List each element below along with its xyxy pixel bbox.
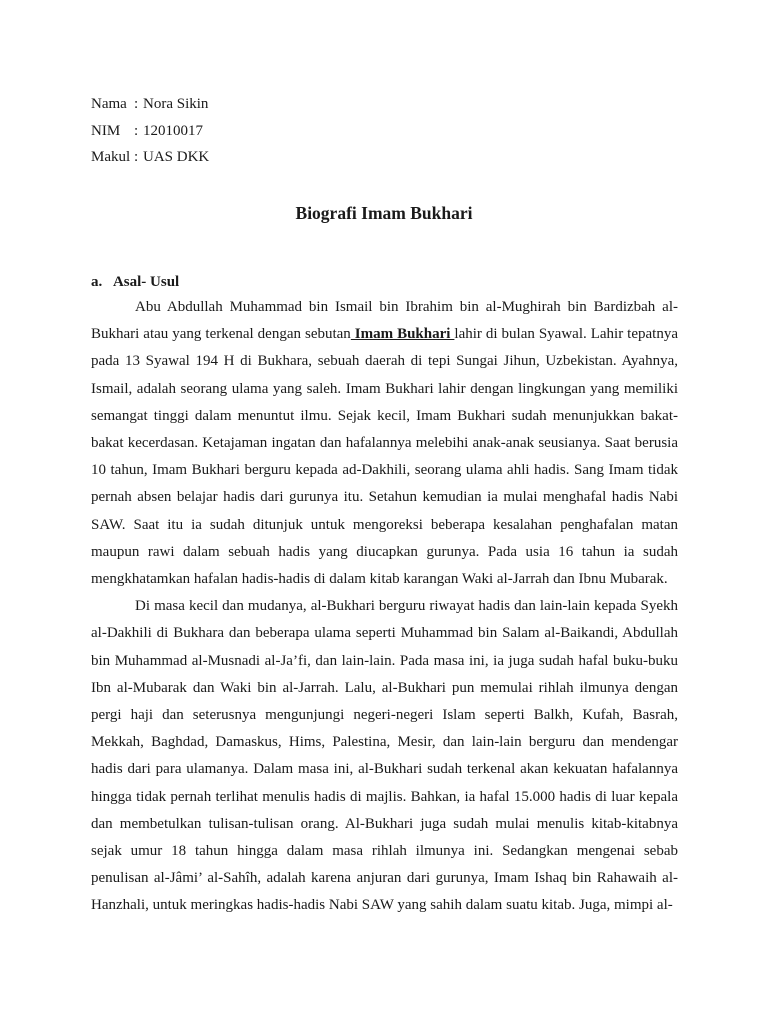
name-label: Nama: [91, 96, 127, 112]
name-value: Nora Sikin: [143, 96, 209, 112]
course-label: Makul: [91, 149, 131, 165]
paragraph-1: [91, 294, 678, 593]
nim-separator: :: [134, 122, 139, 139]
paragraph-1-part-2: lahir di bulan Syawal. Lahir tepatnya pada 13 Syawal 194 H di Bukhara, sebuah daerah di tepi Sungai Jihun, Uzbekistan. Ayahnya, Ismail, adalah seorang ulama yang saleh. Imam Bukhari lahir dengan lingkungan yang memiliki semangat tinggi dalam menuntut ilmu. Sejak kecil, Imam Bukhari sudah menunjukkan bakat-bakat kecerdasan. Ketajaman ingatan dan hafalannya melebihi anak-anak seusianya. Saat berusia 10 tahun, Imam Bukhari berguru kepada ad-Dakhili, seorang ulama ahli hadis. Sang Imam tidak pernah absen belajar hadis dari gurunya itu. Setahun kemudian ia mulai menghafal hadis Nabi SAW. Saat itu ia sudah ditunjuk untuk mengoreksi beberapa kesalahan penghafalan matan maupun rawi dalam sebuah hadis yang diucapkan gurunya. Pada usia 16 tahun ia sudah mengkhatamkan hafalan hadis-hadis di dalam kitab karangan Waki al-Jarrah dan Ibnu Mubarak.: [91, 326, 678, 588]
nim-value: 12010017: [143, 122, 203, 139]
paragraph-1-part-1: Abu Abdullah Muhammad bin Ismail bin Ibrahim bin al-Mughirah bin Bardizbah al-Bukhari atau yang terkenal dengan sebutan: [91, 299, 678, 343]
section-heading: [91, 269, 179, 295]
course-value: UAS DKK: [143, 149, 210, 165]
document-title: Biografi Imam Bukhari: [295, 203, 473, 223]
paragraph-2: Di masa kecil dan mudanya, al-Bukhari berguru riwayat hadis dan lain-lain kepada Syekh al-Dakhili di Bukhara dan beberapa ulama seperti Muhammad bin Salam al-Baikandi, Abdullah bin Muhammad al-Musnadi al-Ja’fi, dan lain-lain. Pada masa ini, ia juga sudah hafal buku-buku Ibn al-Mubarak dan Waki bin al-Jarrah. Lalu, al-Bukhari pun memulai rihlah ilmunya dengan pergi haji dan seterusnya mengunjungi negeri-negeri Islam seperti Balkh, Kufah, Basrah, Mekkah, Baghdad, Damaskus, Hims, Palestina, Mesir, dan lain-lain berguru dan mendengar hadis dari para ulamanya. Dalam masa ini, al-Bukhari sudah terkenal akan kekuatan hafalannya hingga tidak pernah terlihat menulis hadis di majlis. Bahkan, ia hafal 15.000 hadis di luar kepala dan membetulkan tulisan-tulisan orang. Al-Bukhari juga sudah mulai menulis kitab-kitabnya sejak umur 18 tahun hingga dalam masa rihlah ilmunya ini. Sedangkan mengenai sebab penulisan al-Jâmi’ al-Sahîh, adalah karena anjuran dari gurunya, Imam Ishaq bin Rahawaih al-Hanzhali, untuk meringkas hadis-hadis Nabi SAW yang sahih dalam suatu kitab. Juga, mimpi al-: [91, 598, 678, 914]
imam-bukhari-emphasis: Imam Bukhari: [350, 326, 455, 343]
identity-row-nim: [91, 118, 209, 145]
name-separator: :: [134, 96, 139, 112]
body-text: [91, 294, 678, 920]
section-heading-text: Asal- Usul: [112, 274, 180, 290]
course-separator: :: [134, 149, 139, 165]
identity-row-course: [91, 144, 209, 171]
section-letter: a.: [91, 274, 103, 290]
identity-block: [91, 91, 209, 171]
nim-label: NIM: [91, 122, 121, 139]
identity-row-name: [91, 91, 209, 118]
